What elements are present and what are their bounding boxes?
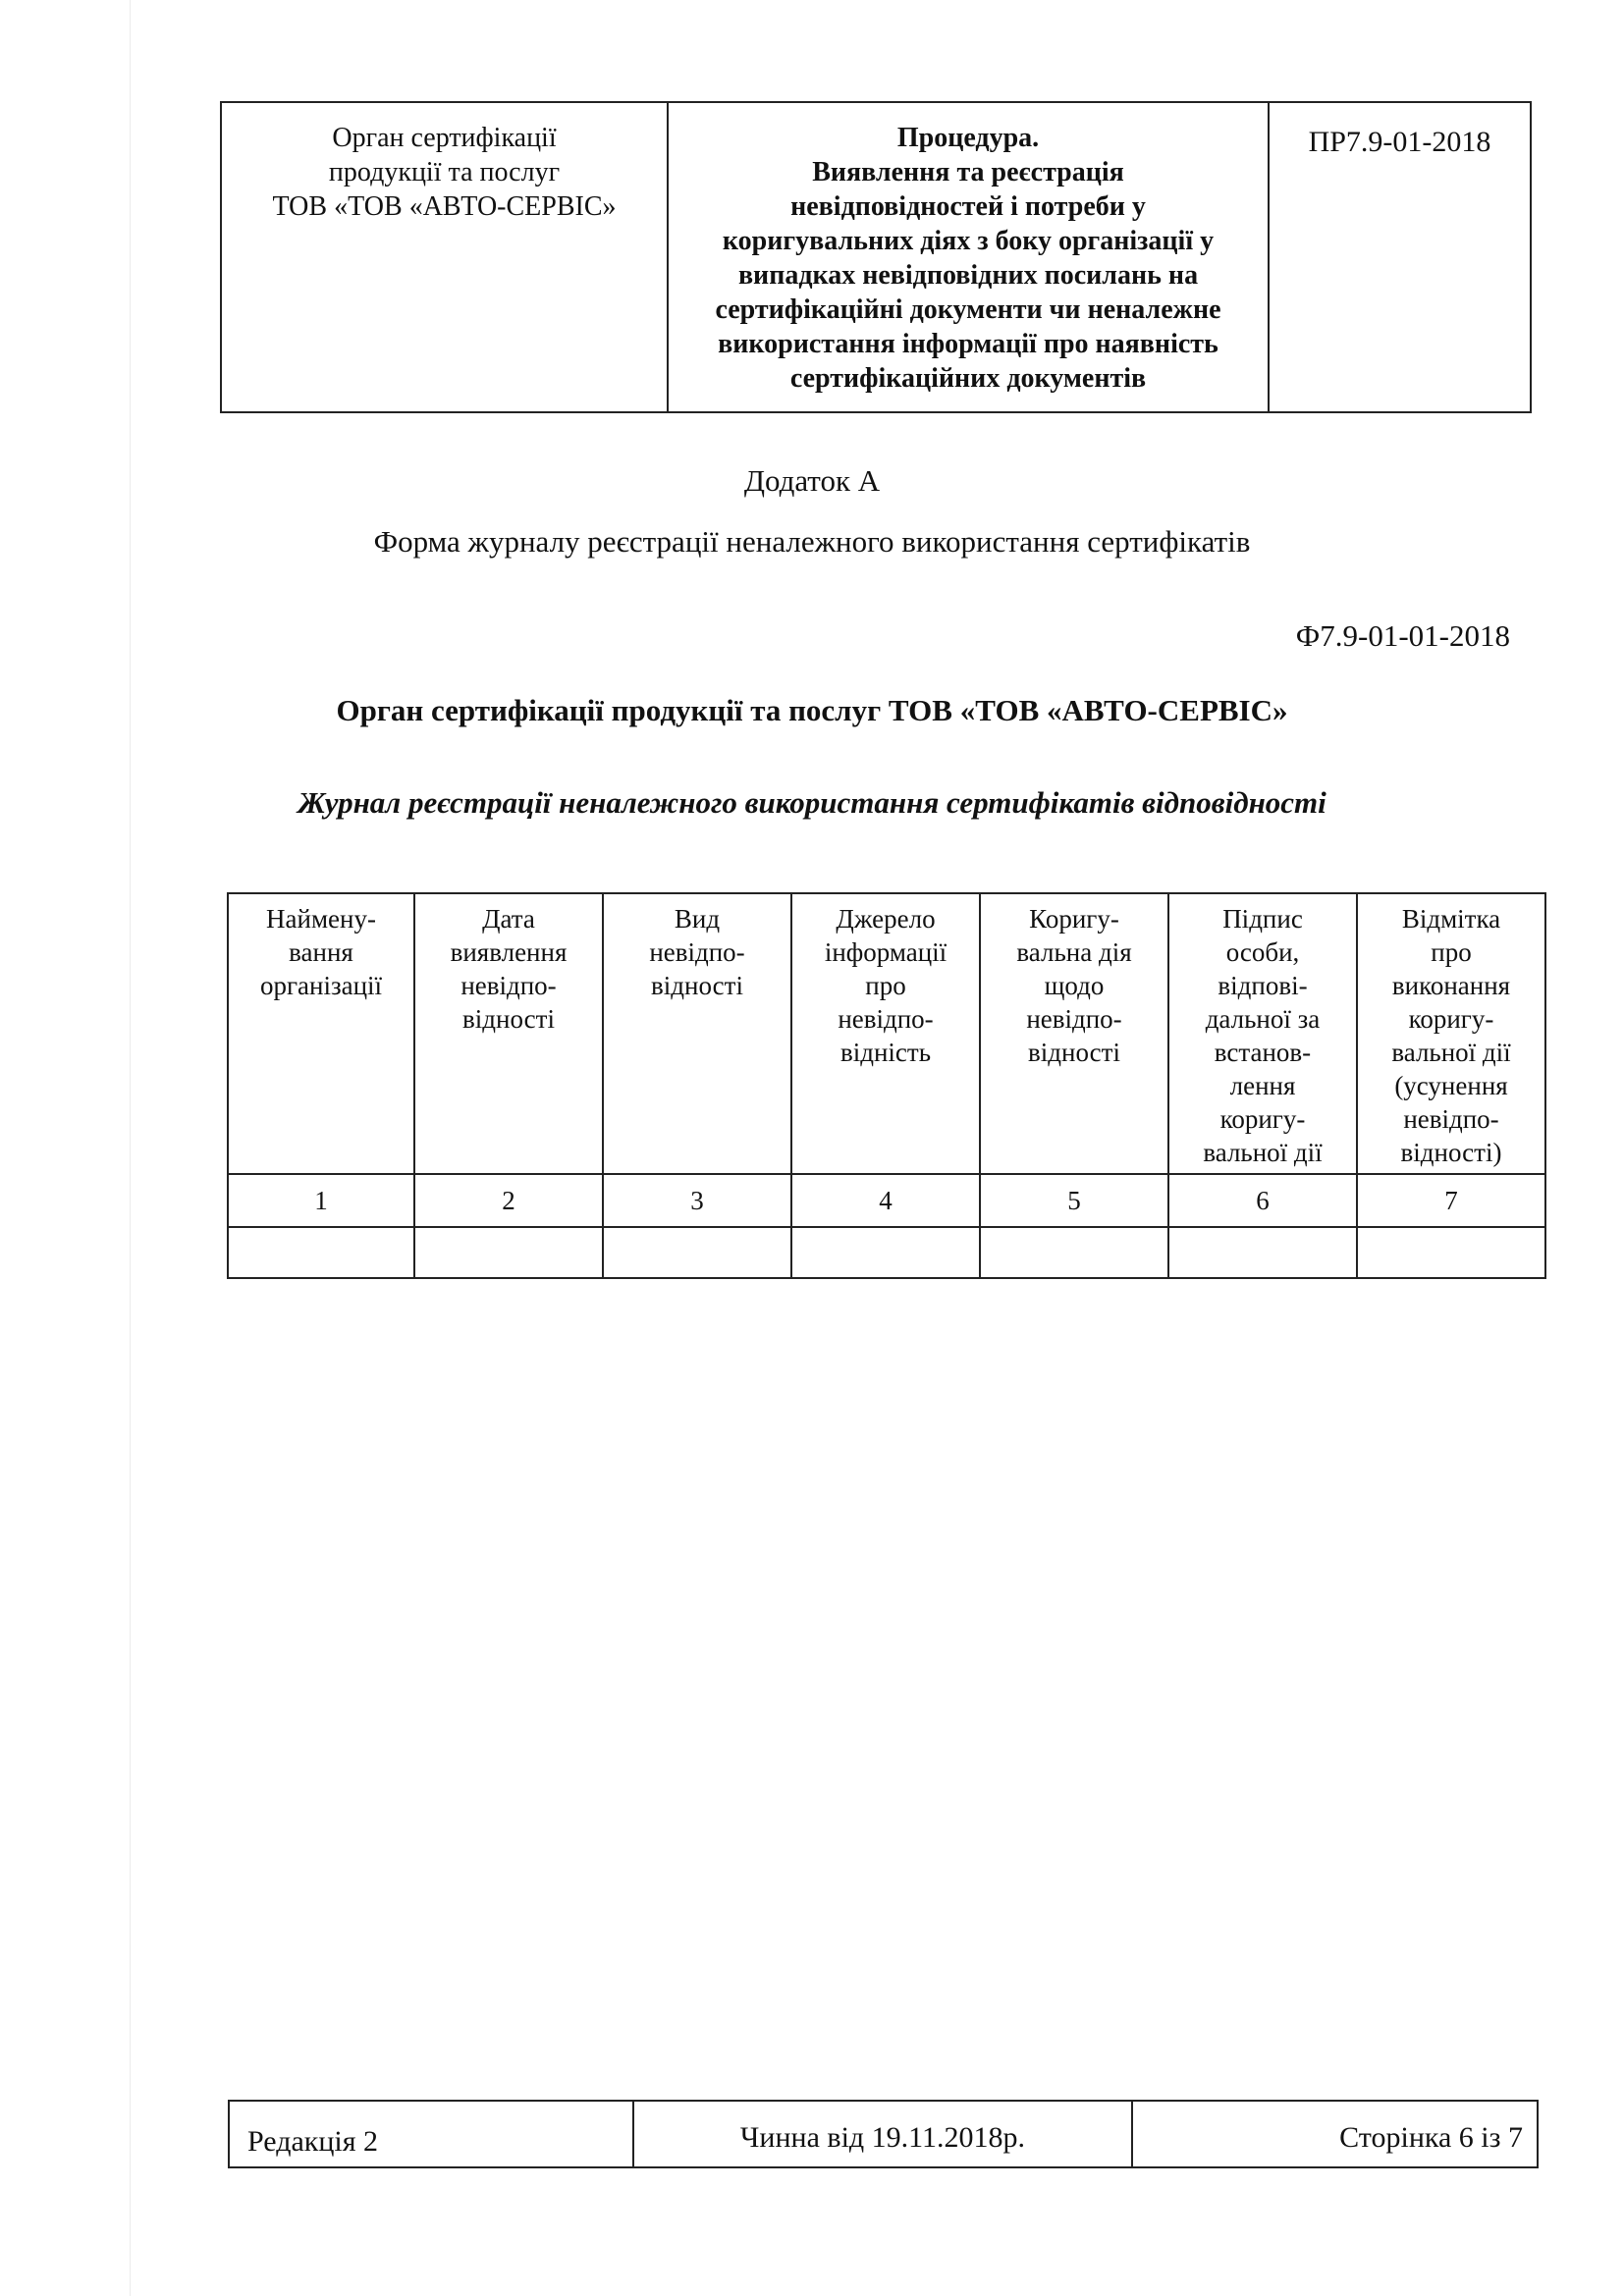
column-header-line: лення [1229, 1071, 1296, 1100]
column-number: 6 [1168, 1174, 1357, 1227]
column-header-line: вання [289, 937, 353, 967]
header-code: ПР7.9-01-2018 [1308, 126, 1491, 158]
column-header-line: невідпо- [460, 971, 557, 1000]
header-procedure-line: сертифікаційні документи чи неналежне [715, 294, 1221, 325]
footer-edition: Редакція 2 [230, 2102, 634, 2166]
table-cell-empty [1168, 1227, 1357, 1278]
column-header-line: відності [651, 971, 743, 1000]
column-header-line: відності [1028, 1038, 1120, 1067]
column-header-line: встанов- [1214, 1038, 1312, 1067]
header-organization [222, 103, 669, 411]
page-scan-edge [130, 0, 131, 2296]
header-procedure-line: випадках невідповідних посилань на [737, 260, 1199, 291]
journal-heading: Журнал реєстрації неналежного використання сертифікатів відповідності [298, 785, 1326, 820]
column-header-line: виявлення [450, 937, 568, 967]
column-header-line: Вид [674, 904, 721, 934]
column-header-line: Відмітка [1401, 904, 1501, 934]
column-header-line: про [1431, 937, 1472, 967]
column-number: 3 [603, 1174, 791, 1227]
column-header-line: Дата [482, 904, 535, 934]
header-org-line: Орган сертифікації [332, 123, 557, 153]
column-header-line: Підпис [1222, 904, 1303, 934]
column-header-detection-date [414, 893, 603, 1174]
column-header-line: відпові- [1218, 971, 1308, 1000]
column-header-line: вальної дії [1203, 1138, 1323, 1167]
column-header-line: дальної за [1205, 1004, 1321, 1034]
column-header-responsible-signature [1168, 893, 1357, 1174]
column-header-line: (усунення [1394, 1071, 1508, 1100]
column-header-line: вальної дії [1391, 1038, 1511, 1067]
header-procedure-line: Процедура. [896, 123, 1040, 153]
header-procedure [669, 103, 1270, 411]
column-header-line: виконання [1391, 971, 1511, 1000]
header-procedure-line: Виявлення та реєстрація [812, 157, 1124, 187]
form-code: Ф7.9-01-01-2018 [1295, 618, 1510, 653]
column-header-line: невідпо- [649, 937, 745, 967]
organization-heading: Орган сертифікації продукції та послуг ТОВ «ТОВ «АВТО-СЕРВІС» [336, 693, 1288, 727]
document-footer [228, 2100, 1539, 2168]
document-header [220, 101, 1532, 413]
column-header-line: невідпо- [838, 1004, 934, 1034]
column-header-line: інформації [824, 937, 947, 967]
column-header-completion-mark [1357, 893, 1545, 1174]
table-row-empty [228, 1227, 1545, 1278]
table-cell-empty [980, 1227, 1168, 1278]
column-header-corrective-action [980, 893, 1168, 1174]
header-procedure-line: сертифікаційних документів [789, 363, 1147, 394]
header-org-line: ТОВ «ТОВ «АВТО-СЕРВІС» [272, 191, 617, 222]
column-header-line: Наймену- [266, 904, 376, 934]
column-number: 1 [228, 1174, 414, 1227]
column-header-nonconformity-type [603, 893, 791, 1174]
table-cell-empty [1357, 1227, 1545, 1278]
column-header-line: коригу- [1408, 1004, 1494, 1034]
table-header-row [228, 893, 1545, 1174]
table-cell-empty [414, 1227, 603, 1278]
column-header-line: Коригу- [1029, 904, 1119, 934]
table-number-row [228, 1174, 1545, 1227]
header-document-code [1270, 103, 1530, 411]
table-cell-empty [791, 1227, 980, 1278]
column-number: 2 [414, 1174, 603, 1227]
form-title: Форма журналу реєстрації неналежного використання сертифікатів [373, 524, 1251, 559]
column-header-line: Джерело [836, 904, 936, 934]
column-header-line: відності) [1400, 1138, 1502, 1167]
column-header-line: відність [839, 1038, 932, 1067]
header-procedure-line: коригувальних діях з боку організації у [722, 226, 1215, 256]
table-cell-empty [603, 1227, 791, 1278]
column-header-information-source [791, 893, 980, 1174]
column-header-line: коригу- [1219, 1104, 1306, 1134]
journal-table [227, 892, 1546, 1279]
column-header-organization [228, 893, 414, 1174]
column-header-line: невідпо- [1026, 1004, 1122, 1034]
header-procedure-line: невідповідностей і потреби у [790, 191, 1146, 222]
header-org-line: продукції та послуг [328, 157, 561, 187]
column-header-line: особи, [1225, 937, 1300, 967]
footer-page-number: Сторінка 6 із 7 [1339, 2121, 1523, 2154]
column-header-line: про [865, 971, 906, 1000]
column-header-line: невідпо- [1403, 1104, 1499, 1134]
column-header-line: вальна дія [1016, 937, 1132, 967]
column-header-line: щодо [1044, 971, 1105, 1000]
header-procedure-line: використання інформації про наявність [718, 329, 1218, 359]
column-number: 4 [791, 1174, 980, 1227]
annex-title: Додаток А [743, 463, 881, 498]
footer-valid-from: Чинна від 19.11.2018р. [634, 2102, 1133, 2166]
column-number: 5 [980, 1174, 1168, 1227]
column-header-line: організації [259, 971, 383, 1000]
column-number: 7 [1357, 1174, 1545, 1227]
column-header-line: відності [462, 1004, 555, 1034]
table-cell-empty [228, 1227, 414, 1278]
